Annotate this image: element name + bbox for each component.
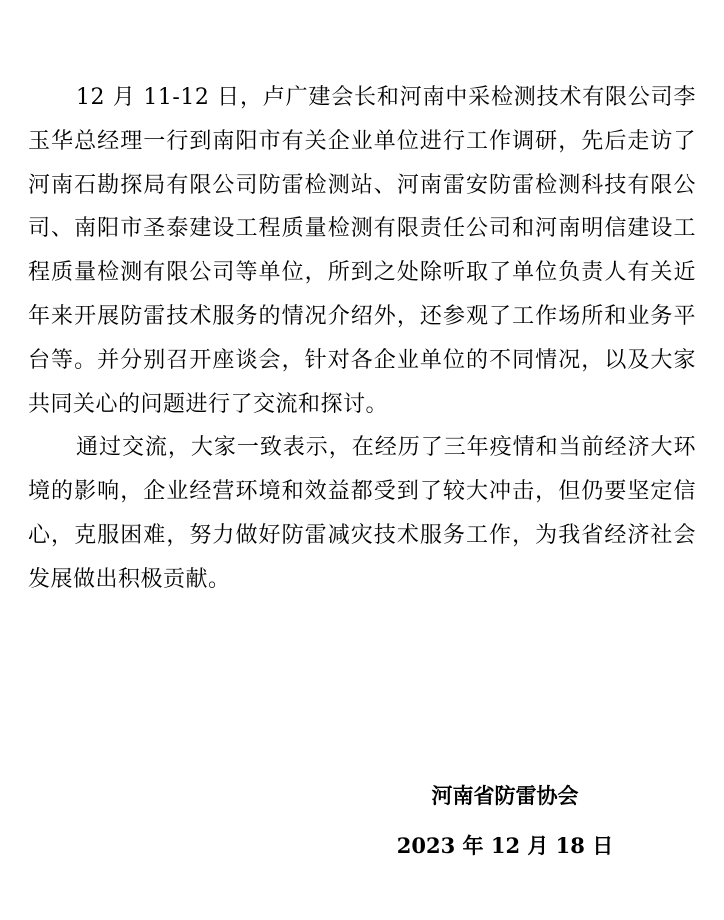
paragraph-2: 通过交流，大家一致表示，在经历了三年疫情和当前经济大环境的影响，企业经营环境和效益都受到了较大冲击，但仍要坚定信心，克服困难，努力做好防雷减灾技术服务工作，为我省经济社会发展做出积极贡献。: [28, 435, 696, 592]
signature-organization: 河南省防雷协会: [431, 783, 579, 808]
signature-block: [380, 776, 630, 876]
article-body: [28, 76, 696, 602]
signature-date: 2023 年 12 月 18 日: [396, 833, 614, 858]
paragraph-1: 12 月 11-12 日，卢广建会长和河南中采检测技术有限公司李玉华总经理一行到南阳市有关企业单位进行工作调研，先后走访了河南石勘探局有限公司防雷检测站、河南雷安防雷检测科技有限公司、南阳市圣泰建设工程质量检测有限责任公司和河南明信建设工程质量检测有限公司等单位，所到之处除听取了单位负责人有关近年来开展防雷技术服务的情况介绍外，还参观了工作场所和业务平台等。并分别召开座谈会，针对各企业单位的不同情况，以及大家共同关心的问题进行了交流和探讨。: [28, 85, 696, 417]
